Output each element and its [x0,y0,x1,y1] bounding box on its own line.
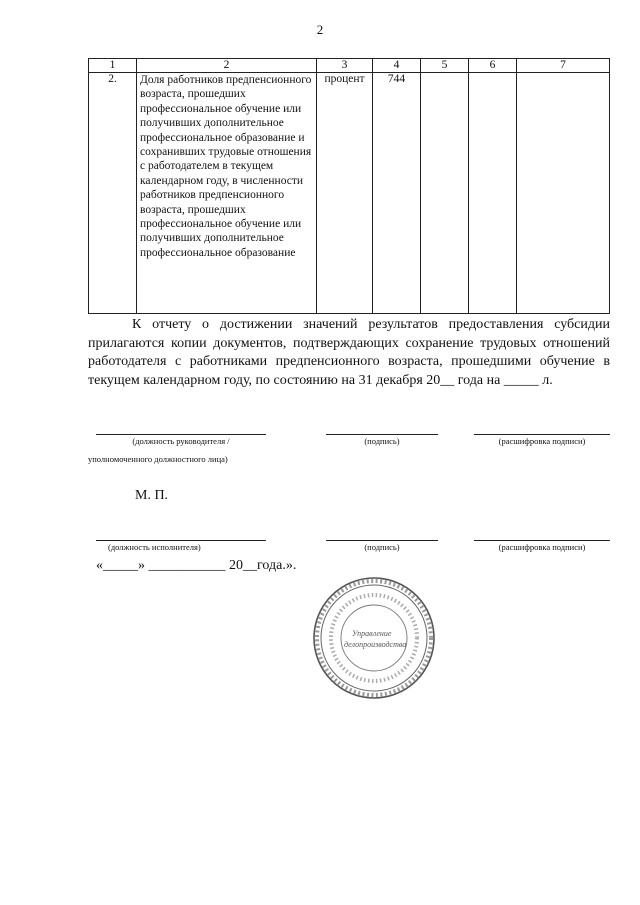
row-number: 2. [89,73,137,314]
header-col-7: 7 [517,59,610,73]
table-header-row [89,59,610,73]
row-col-5 [421,73,469,314]
stamp-text-line-1: Управление [352,629,392,638]
executor-signature-caption: (подпись) [364,542,400,552]
seal-place-label: М. П. [135,488,169,503]
results-table [88,58,610,314]
executor-position-caption: (должность исполнителя) [108,542,201,552]
attachment-paragraph [88,316,610,390]
signature-caption: (подпись) [364,436,400,446]
row-col-7 [517,73,610,314]
header-col-2: 2 [137,59,317,73]
executor-position-line [96,540,266,541]
decoding-line [474,434,610,435]
header-col-4: 4 [373,59,421,73]
row-description: Доля работников предпенсионного возраста, прошедших профессиональное обучение или получивших дополнительное профессиональное образование и сохранивших трудовые отношения с работодателем в текущем календарном году, в численности работников предпенсионного возраста, прошедших профессиональное обучение или получивших дополнительное профессиональное образование [137,73,317,314]
date-line: «_____» ___________ 20__года.». [96,558,297,573]
official-stamp [312,576,436,700]
row-col-6 [469,73,517,314]
row-code: 744 [373,73,421,314]
position-caption-continued: уполномоченного должностного лица) [88,454,228,464]
executor-signature-line [326,540,438,541]
stamp-text-line-2: делопроизводства [344,640,407,649]
header-col-1: 1 [89,59,137,73]
table-row [89,73,610,314]
signature-block-executor [88,540,610,560]
page-number: 2 [316,22,324,37]
attachment-text: К отчету о достижении значений результатов предоставления субсидии прилагаются копии документов, подтверждающих сохранение трудовых отношений работодателя с работниками предпенсионного возраста, прошедшими обучение в текущем календарном году, по состоянию на 31 декабря 20__ года на _____ л. [88,317,610,388]
decoding-caption: (расшифровка подписи) [498,436,586,446]
signature-block-head [88,434,610,454]
header-col-5: 5 [421,59,469,73]
position-caption: (должность руководителя / [132,436,230,446]
header-col-3: 3 [317,59,373,73]
header-col-6: 6 [469,59,517,73]
position-line [96,434,266,435]
executor-decoding-caption: (расшифровка подписи) [498,542,586,552]
signature-line [326,434,438,435]
executor-decoding-line [474,540,610,541]
row-unit: процент [317,73,373,314]
